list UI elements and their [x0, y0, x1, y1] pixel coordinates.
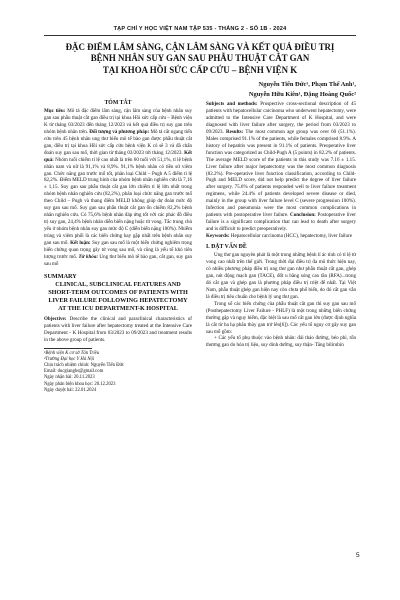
- objective-label: Mục tiêu:: [44, 107, 66, 114]
- authors: [0, 80, 356, 100]
- title-line-2: BỆNH NHÂN SUY GAN SAU PHẪU THUẬT CẮT GAN: [90, 53, 310, 64]
- page-number: 5: [356, 552, 360, 559]
- objective-text: Mô tả đặc điểm lâm sàng, cận lâm sàng của bệnh nhân suy gan sau phẫu thuật cắt gan điều trị tại khoa Hồi sức cấp cứu – Bệnh viện K từ tháng 03/2023 đến tháng 12/2023 và kết quả điều trị suy gan trên nhóm bệnh nhân trên.: [44, 107, 192, 135]
- results-text: The most common age group was over 60 (51.1%). Males comprised 91.1% of the patients, while females comprised 8.9%. A history of hepatitis was present in 91.1% of patients. Preoperative liver function was categorized as Child-Pugh A (5 points) in 82.2% of patients. The average MELD score of the patients in this study was 7.16 ± 1.15. Liver failure after major hepatectomy was the most common diagnosis (82.2%). Pre-operative liver function classification, according to Child-Pugh and MELD score, did not help predict the degree of liver failure after surgery. 75.6% of patients responded well to liver failure treatment regimens, while 24.4% of patients developed severe disease or died, mainly in the group with liver failure level C (severe progression 100%). Infection and pneumonia were the most common complications in patients with postoperative liver failure.: [206, 128, 356, 219]
- title-line-1: ĐẶC ĐIỂM LÂM SÀNG, CẬN LÂM SÀNG VÀ KẾT QUẢ ĐIỀU TRỊ: [65, 42, 335, 52]
- result-text: Nhóm tuổi chiếm tỉ lệ cao nhất là trên 60 tuổi với 51,1%, tỉ lệ bệnh nhân nam và nữ là 91,1% và 8,9%. 91,1% bệnh nhân có tiền sử viêm gan. Chức năng gan trước mổ tốt, phân loại Child – Pugh A 5 điểm tỉ lệ 82,2%. Điểm MELD trung bình của nhóm bệnh nhân nghiên cứu là 7,16 ± 1,15. Suy gan sau phẫu thuật cắt gan lớn chiếm tỉ lệ lớn nhất trong nhóm bệnh nhân nghiên cứu (82,2%), phân loại chức năng gan trước mổ theo Child – Pugh và thang điểm MELD không giúp dự đoán mức độ suy gan sau mổ. Suy gan sau phẫu thuật cắt gan ổn chiếm 82,2% bệnh nhân nghiên cứu. Có 75,6% bệnh nhân đáp ứng tốt với các phác đồ điều trị suy gan, 24,4% bệnh nhân diễn biến nặng hoặc tử vong. Tắc trung chủ yếu ở nhóm bệnh nhân suy gan mức độ C (diễn biến nặng 100%). Nhiễm trùng và viêm phổi là các biến chứng hay gặp nhất trên bệnh nhân suy gan sau mổ.: [44, 156, 192, 247]
- footnote-rule: [44, 348, 92, 349]
- conclusion-en-text: Postoperative liver failure is a significant complication that can lead to death after surgery and is difficult to predict preoperatively.: [206, 212, 356, 233]
- results-label: Results:: [225, 128, 244, 135]
- intro-heading: I. ĐẶT VẤN ĐỀ: [206, 244, 247, 251]
- authors-line-1: Nguyễn Tiến Đức¹, Phạm Thế Anh¹,: [258, 81, 356, 88]
- footnote-corresponding: Chịu trách nhiệm chính: Nguyễn Tiến Đức: [44, 362, 125, 368]
- summary-title: CLINICAL, SUBCLINICAL FEATURES AND SHORT-TERM OUTCOMES OF PATIENTS WITH LIVER FAILURE FOLLOWING HEPATECTOMY AT THE ICU DEPARTMENT-K HOSPITAL: [48, 280, 188, 313]
- footnote-email: Email: ducgiangbs@gmail.com: [44, 369, 104, 375]
- conclusion-en-label: Conclusion:: [290, 212, 316, 219]
- title-line-3: TẠI KHOA HỒI SỨC CẤP CỨU – BỆNH VIỆN K: [102, 64, 298, 75]
- footnote-affiliation-1: ¹Bệnh viện K cơ sở Tân Triều: [44, 350, 100, 356]
- intro-paragraph-3: + Các yếu tố phụ thuộc vào bệnh nhân: đái tháo đường, béo phì, tổn thương gan do hóa trị liệu, suy dinh dưỡng, suy thận- Tăng bilirubin: [206, 335, 356, 349]
- article-title: [40, 42, 360, 76]
- footnote-accepted: Ngày duyệt bài: 22.01.2024: [44, 387, 97, 393]
- keyword-label: Từ khóa:: [78, 253, 99, 260]
- conclusion-label: Kết luận:: [70, 240, 91, 247]
- footnote-received: Ngày nhận bài: 20.11.2023: [44, 375, 95, 381]
- intro-paragraph-1: Ung thư gan nguyên phát là một trong những bệnh lí ác tính có tỉ lệ tử vong cao nhất trên thế giới. Trong thời đại điều trị đa mô thức hiện nay, có nhiều phương pháp điều trị ung thư gan như phẫu thuật cắt gan, ghép gan, nút động mạch gan (TACE), đốt u bằng sóng cao tần (RFA)...trong đó cắt gan và ghép gan là phương pháp điều trị triệt để nhất. Tại Việt Nam, phẫu thuật ghép gan hiện nay còn chưa phổ biến, do đó cắt gan vẫn là điều trị tiêu chuẩn cho bệnh lý ung thư gan.: [206, 252, 356, 300]
- result-label: Kết quả:: [44, 149, 192, 163]
- keywords-en-text: Hepatocellular carcinoma (HCC), hepatectomy, liver failure: [229, 233, 352, 240]
- subjects-label: Subjects and methods:: [206, 101, 258, 107]
- journal-header: TẠP CHÍ Y HỌC VIỆT NAM TẬP 535 - THÁNG 2 - SỐ 1B - 2024: [113, 26, 287, 32]
- footnote-reviewed: Ngày phản biện khoa học: 20.12.2023: [44, 381, 116, 387]
- right-column: [206, 101, 356, 349]
- method-label: Đối tượng và phương pháp:: [89, 128, 150, 135]
- summary-objective-text: Describe the clinical and paraclinical characteristics of patients with liver failure after hepatectomy treated at the Intensive Care Department - K Hospital from 03/2023 to 09/2023 and treatment results in the above group of patients.: [44, 315, 192, 343]
- conclusion-text: Suy gan sau mổ là một biến chứng nghiêm trọng biến chứng quan trọng gây tử vong sau mổ, và cũng là yếu tố khó tiên lượng trước mổ.: [44, 240, 192, 260]
- intro-paragraph-2: Trong số các biến chứng của phẫu thuật cắt gan thì suy gan sau mổ (Posthepatectomy Liver Failure - PHLF) là một trong những biến chứng thường gặp và nguy hiểm, đặc biệt là sau mổ cắt gan lớn (được định nghĩa là cắt từ ba hạ phân thùy gan trở lên[6]). Các yếu tố nguy cơ gây suy gan sau mổ gồm:: [206, 300, 356, 335]
- header-rule: [44, 35, 356, 36]
- summary-body: [206, 101, 356, 233]
- left-column: [44, 100, 192, 394]
- method-text: Mô tả cắt ngang tiến cứu trên 45 bệnh nhân ung thư biểu mô tế bào gan được phẫu thuật cắt gan, điều trị tại khoa Hồi sức cấp cứu bệnh viện K có sẽ 3 và đã chẩn đoán suy gan sau mổ, thời gian từ tháng 03/2023 tới tháng 12/2023.: [44, 128, 192, 156]
- subjects-text: Prospective cross-sectional description of 45 patients with hepatocellular carcinoma who underwent hepatectomy, were admitted to the Intensive Care Department of K Hospital, and were diagnosed with liver failure after surgery, the period from 03/2023 to 09/2023.: [206, 101, 356, 135]
- authors-line-2: Nguyễn Hữu Kiên¹, Đặng Hoàng Quốc²: [248, 91, 356, 98]
- keyword-text: Ung thư biểu mô tế bào gan, cắt gan, suy gan sau mổ: [44, 253, 193, 267]
- footnotes: [44, 351, 192, 394]
- keywords-en: [206, 233, 356, 240]
- footnote-affiliation-2: ²Trường Đại học Y Hà Nội: [44, 356, 95, 362]
- summary-heading: SUMMARY: [44, 272, 77, 280]
- keywords-en-label: Keywords:: [206, 233, 230, 240]
- summary-objective: [44, 316, 192, 344]
- summary-objective-label: Objective:: [44, 315, 67, 322]
- tomtat-heading: TÓM TẮT: [104, 100, 132, 106]
- tomtat-abstract: [44, 108, 192, 268]
